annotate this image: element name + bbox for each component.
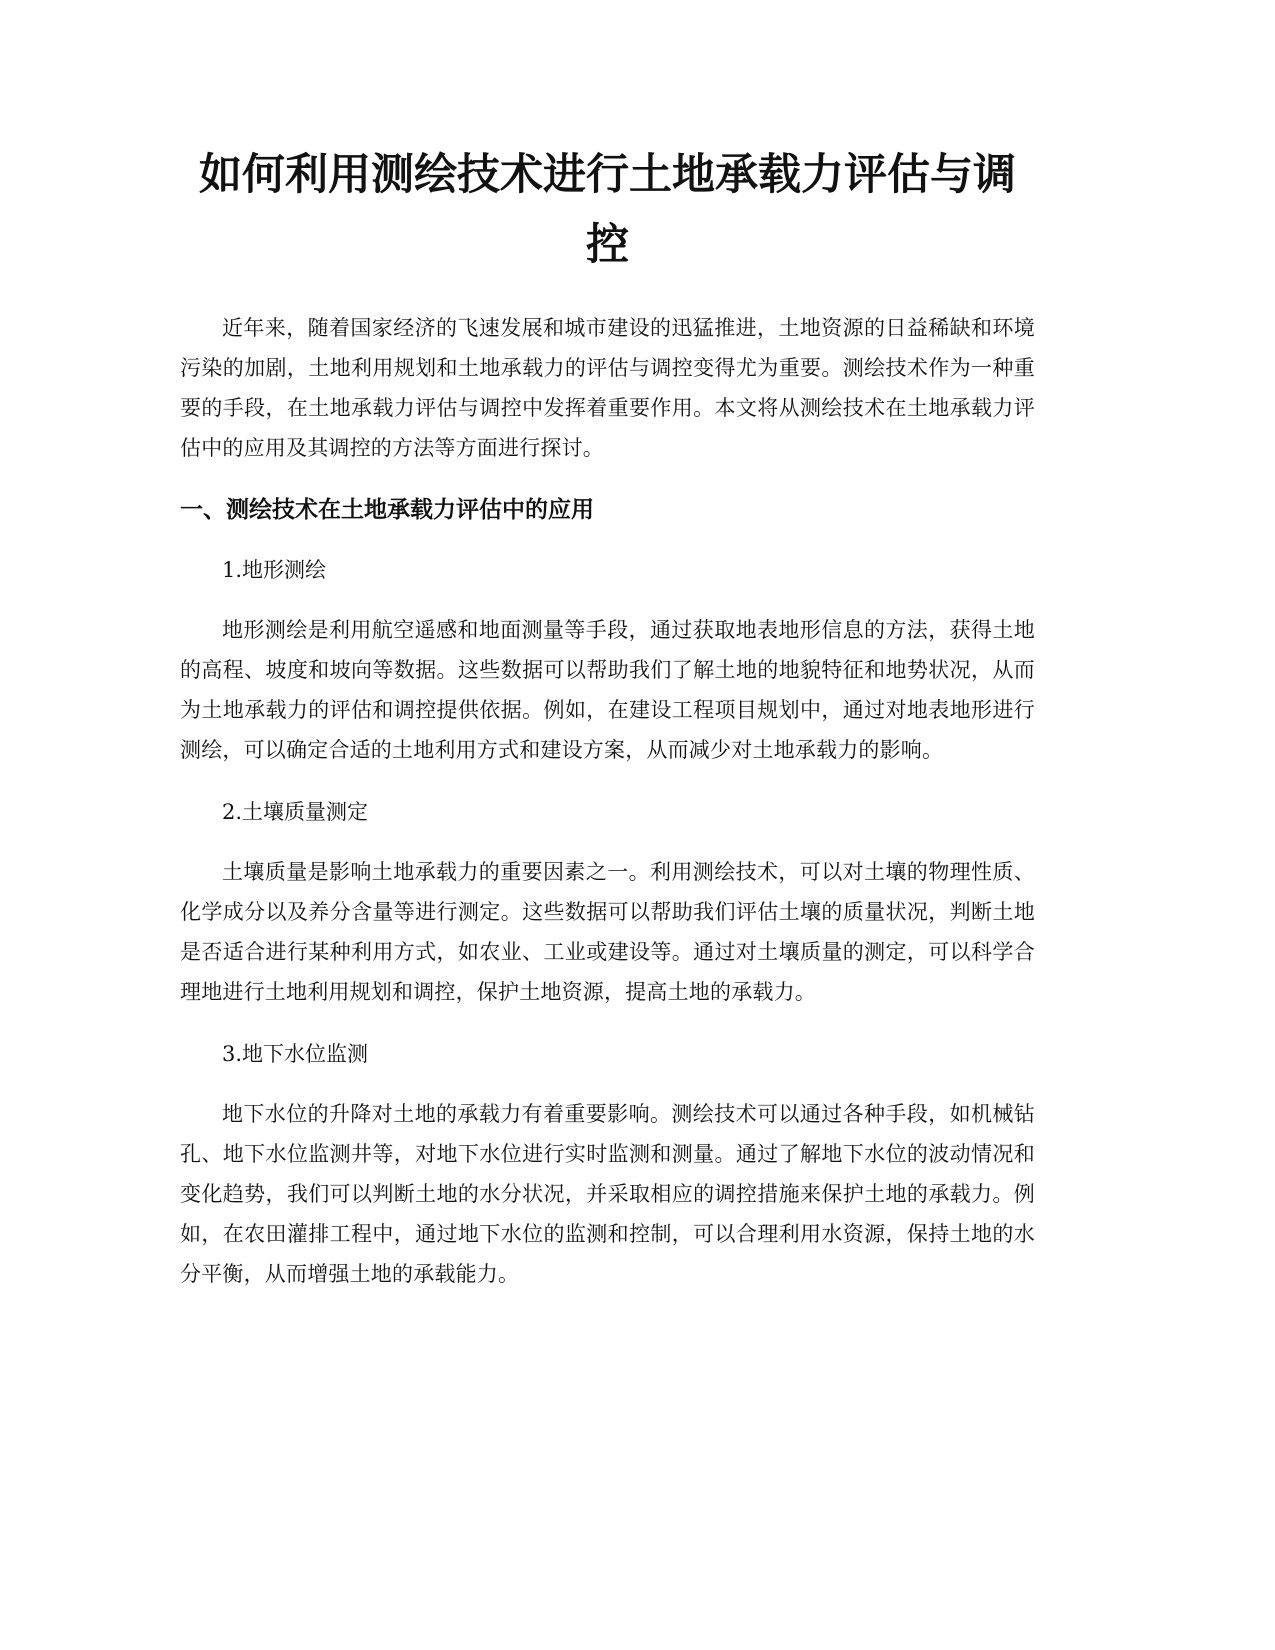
subsection-heading-groundwater: 3.地下水位监测	[222, 1042, 369, 1066]
paragraph-groundwater: 地下水位的升降对土地的承载力有着重要影响。测绘技术可以通过各种手段，如机械钻孔、地下水位监测井等，对地下水位进行实时监测和测量。通过了解地下水位的波动情况和变化趋势，我们可以判断土地的水分状况，并采取相应的调控措施来保护土地的承载力。例如，在农田灌排工程中，通过地下水位的监测和控制，可以合理利用水资源，保持土地的水分平衡，从而增强土地的承载能力。	[180, 1102, 1035, 1286]
document-title: 如何利用测绘技术进行土地承载力评估与调控	[199, 150, 1016, 270]
paragraph-soil: 土壤质量是影响土地承载力的重要因素之一。利用测绘技术，可以对土壤的物理性质、化学成分以及养分含量等进行测定。这些数据可以帮助我们评估土壤的质量状况，判断土地是否适合进行某种利用方式，如农业、工业或建设等。通过对土壤质量的测定，可以科学合理地进行土地利用规划和调控，保护土地资源，提高土地的承载力。	[180, 860, 1035, 1004]
paragraph-terrain: 地形测绘是利用航空遥感和地面测量等手段，通过获取地表地形信息的方法，获得土地的高程、坡度和坡向等数据。这些数据可以帮助我们了解土地的地貌特征和地势状况，从而为土地承载力的评估和调控提供依据。例如，在建设工程项目规划中，通过对地表地形进行测绘，可以确定合适的土地利用方式和建设方案，从而减少对土地承载力的影响。	[180, 618, 1035, 762]
document-body	[180, 140, 1035, 1316]
section-heading: 一、测绘技术在土地承载力评估中的应用	[180, 497, 594, 523]
subsection-heading-terrain: 1.地形测绘	[222, 558, 327, 582]
subsection-heading-soil: 2.土壤质量测定	[222, 800, 369, 824]
intro-paragraph: 近年来，随着国家经济的飞速发展和城市建设的迅猛推进，土地资源的日益稀缺和环境污染的加剧，土地利用规划和土地承载力的评估与调控变得尤为重要。测绘技术作为一种重要的手段，在土地承载力评估与调控中发挥着重要作用。本文将从测绘技术在土地承载力评估中的应用及其调控的方法等方面进行探讨。	[180, 316, 1035, 460]
